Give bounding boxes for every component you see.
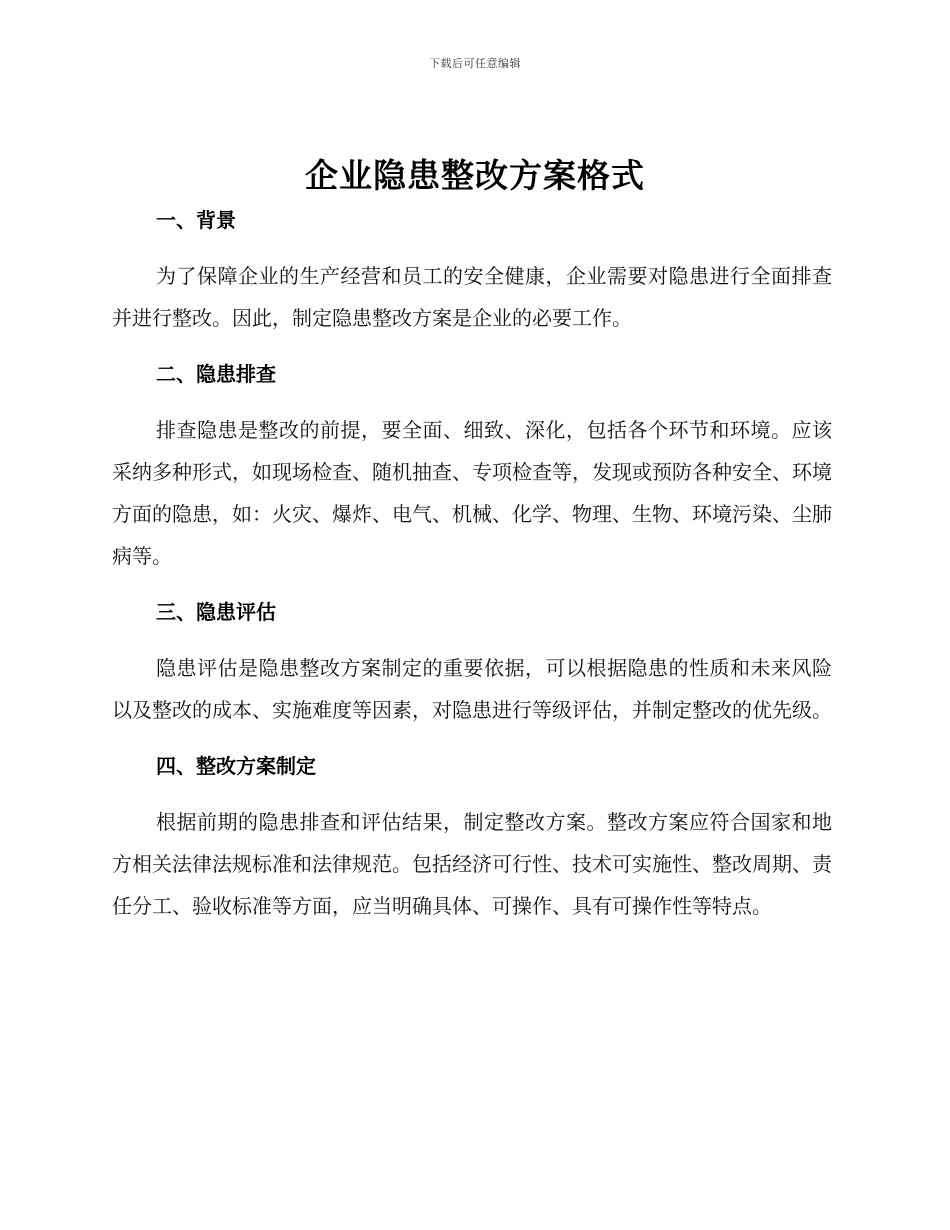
section-heading-hazard-assessment: 三、隐患评估 bbox=[156, 600, 276, 624]
section-paragraph-hazard-inspection: 排查隐患是整改的前提，要全面、细致、深化，包括各个环节和环境。应该采纳多种形式，如现场检查、随机抽查、专项检查等，发现或预防各种安全、环境方面的隐患，如：火灾、爆炸、电气、机械、化学、物理、生物、环境污染、尘肺病等。 bbox=[112, 418, 832, 568]
document-body bbox=[112, 203, 832, 927]
section-heading-hazard-inspection: 二、隐患排查 bbox=[156, 362, 276, 386]
header-note: 下载后可任意编辑 bbox=[429, 57, 521, 70]
section-paragraph-hazard-assessment: 隐患评估是隐患整改方案制定的重要依据，可以根据隐患的性质和未来风险以及整改的成本、实施难度等因素，对隐患进行等级评估，并制定整改的优先级。 bbox=[112, 656, 832, 722]
section-heading-rectification-plan: 四、整改方案制定 bbox=[156, 754, 316, 778]
section-paragraph-background: 为了保障企业的生产经营和员工的安全健康，企业需要对隐患进行全面排查并进行整改。因此，制定隐患整改方案是企业的必要工作。 bbox=[112, 264, 832, 330]
section-paragraph-rectification-plan: 根据前期的隐患排查和评估结果，制定整改方案。整改方案应符合国家和地方相关法律法规标准和法律规范。包括经济可行性、技术可实施性、整改周期、责任分工、验收标准等方面，应当明确具体、可操作、具有可操作性等特点。 bbox=[112, 810, 832, 918]
section-heading-background: 一、背景 bbox=[156, 208, 236, 232]
document-title: 企业隐患整改方案格式 bbox=[305, 156, 645, 195]
